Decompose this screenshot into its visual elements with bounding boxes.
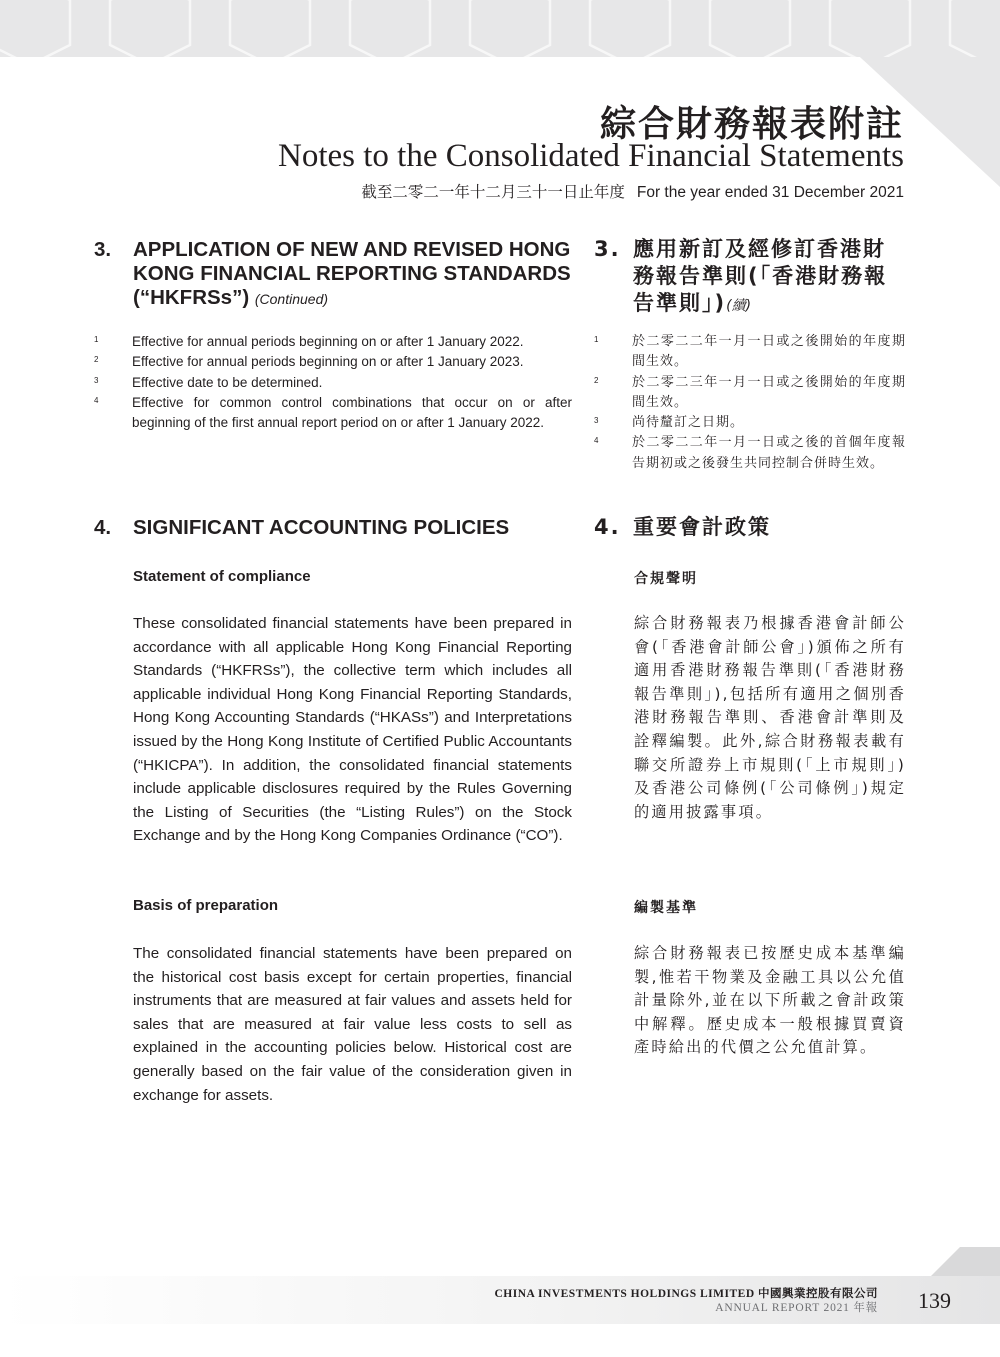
subheading-compliance-en: Statement of compliance xyxy=(133,568,311,585)
footnote-mark: 2 xyxy=(594,375,599,385)
paragraph-basis-zh: 綜合財務報表已按歷史成本基準編製,惟若干物業及金融工具以公允值計量除外,並在以下所載之會計政策中解釋。歷史成本一般根據買賣資產時給出的代價之公允值計算。 xyxy=(634,944,906,1057)
footnote xyxy=(94,373,572,393)
footnotes-zh xyxy=(594,332,906,474)
footnote-text: 於二零二二年一月一日或之後開始的年度期間生效。 xyxy=(632,334,906,370)
footnote xyxy=(94,393,572,434)
subheading-basis-en: Basis of preparation xyxy=(133,897,279,914)
section-title: APPLICATION OF NEW AND REVISED HONG KONG FINANCIAL REPORTING STANDARDS (“HKFRSs”) xyxy=(133,238,571,309)
page-number: 139 xyxy=(918,1288,951,1313)
footnote-text: 尚待釐訂之日期。 xyxy=(632,415,745,431)
footnote xyxy=(594,373,906,414)
footnote-text: 於二零二二年一月一日或之後的首個年度報告期初或之後發生共同控制合併時生效。 xyxy=(632,435,906,471)
section-number: 4. xyxy=(594,515,621,539)
subheading-compliance-zh: 合規聲明 xyxy=(634,571,698,587)
footnote-text: Effective date to be determined. xyxy=(132,374,323,390)
footnote-mark: 2 xyxy=(94,355,99,365)
period-zh: 截至二零二一年十二月三十一日止年度 xyxy=(361,184,625,201)
section-title: 應用新訂及經修訂香港財務報告準則(「香港財務報告準則」) xyxy=(633,237,888,315)
footnote-text: Effective for annual periods beginning on or after 1 January 2022. xyxy=(132,334,524,349)
hexagon-pattern-background xyxy=(0,0,1000,62)
footer-company-name: CHINA INVESTMENTS HOLDINGS LIMITED 中國興業控股有限公司 xyxy=(494,1288,878,1300)
footnote-mark: 4 xyxy=(594,436,599,446)
footnote-mark: 4 xyxy=(94,395,99,405)
footnote-mark: 3 xyxy=(94,375,99,385)
continued-label: (Continued) xyxy=(254,291,329,307)
footnote-text: 於二零二三年一月一日或之後開始的年度期間生效。 xyxy=(632,374,906,410)
footer-report-label: ANNUAL REPORT 2021 年報 xyxy=(715,1302,878,1314)
period-en: For the year ended 31 December 2021 xyxy=(636,184,904,201)
footnote-mark: 1 xyxy=(594,335,599,344)
section-title: 重要會計政策 xyxy=(633,515,771,539)
page-title-zh: 綜合財務報表附註 xyxy=(599,104,904,145)
footnote xyxy=(594,413,906,433)
subheading-basis-zh: 編製基準 xyxy=(634,900,698,916)
paragraph-compliance-en: These consolidated financial statements have been prepared in accordance with all applicable Hong Kong Financial Reporting Standards (“HKFRSs”), the collective term which includes all applicable individual Hong Kong Financial Reporting Standards, Hong Kong Accounting Standards (“HKASs”) and Interpretations issued by the Hong Kong Institute of Certified Public Accountants (“HKICPA”). In addition, the consolidated financial statements include applicable disclosures required by the Rules Governing the Listing of Securities (the “Listing Rules”) on the Stock Exchange and by the Hong Kong Companies Ordinance (“CO”). xyxy=(133,615,572,845)
footnote-mark: 3 xyxy=(594,416,599,426)
footnote xyxy=(594,433,906,474)
footnote xyxy=(94,332,572,352)
continued-label: (續) xyxy=(726,298,752,314)
footnotes-en xyxy=(94,332,572,433)
section-number: 3. xyxy=(594,237,621,261)
page-title-en: Notes to the Consolidated Financial Statements xyxy=(278,138,904,174)
section-3-heading-zh xyxy=(594,236,906,320)
section-4-heading-zh xyxy=(594,514,906,541)
footnote-text: Effective for annual periods beginning on or after 1 January 2023. xyxy=(132,354,524,370)
section-number: 3. xyxy=(94,238,112,261)
footnote xyxy=(94,352,572,372)
section-4-heading-en xyxy=(94,516,572,540)
paragraph-basis-en: The consolidated financial statements have been prepared on the historical cost basis except for certain properties, financial instruments that are measured at fair values and assets held for sales that are measured at fair value less costs to sell as explained in the accounting policies below. Historical cost are generally based on the fair value of the consideration given in exchange for assets. xyxy=(133,945,572,1104)
section-title: SIGNIFICANT ACCOUNTING POLICIES xyxy=(133,516,510,539)
footnote xyxy=(594,332,906,373)
footnote-mark: 1 xyxy=(94,335,99,344)
paragraph-compliance-zh: 綜合財務報表乃根據香港會計師公會(「香港會計師公會」)頒佈之所有適用香港財務報告準則(「香港財務報告準則」),包括所有適用之個別香港財務報告準則、香港會計準則及詮釋編製。此外,綜合財務報表載有聯交所證券上市規則(「上市規則」)及香港公司條例(「公司條例」)規定的適用披露事項。 xyxy=(634,614,906,821)
footnote-text: Effective for common control combinations that occur on or after beginning of the first annual report period on or after 1 January 2022. xyxy=(132,394,572,431)
section-number: 4. xyxy=(94,516,112,539)
section-3-heading-en xyxy=(94,238,572,311)
period-line xyxy=(361,180,904,202)
